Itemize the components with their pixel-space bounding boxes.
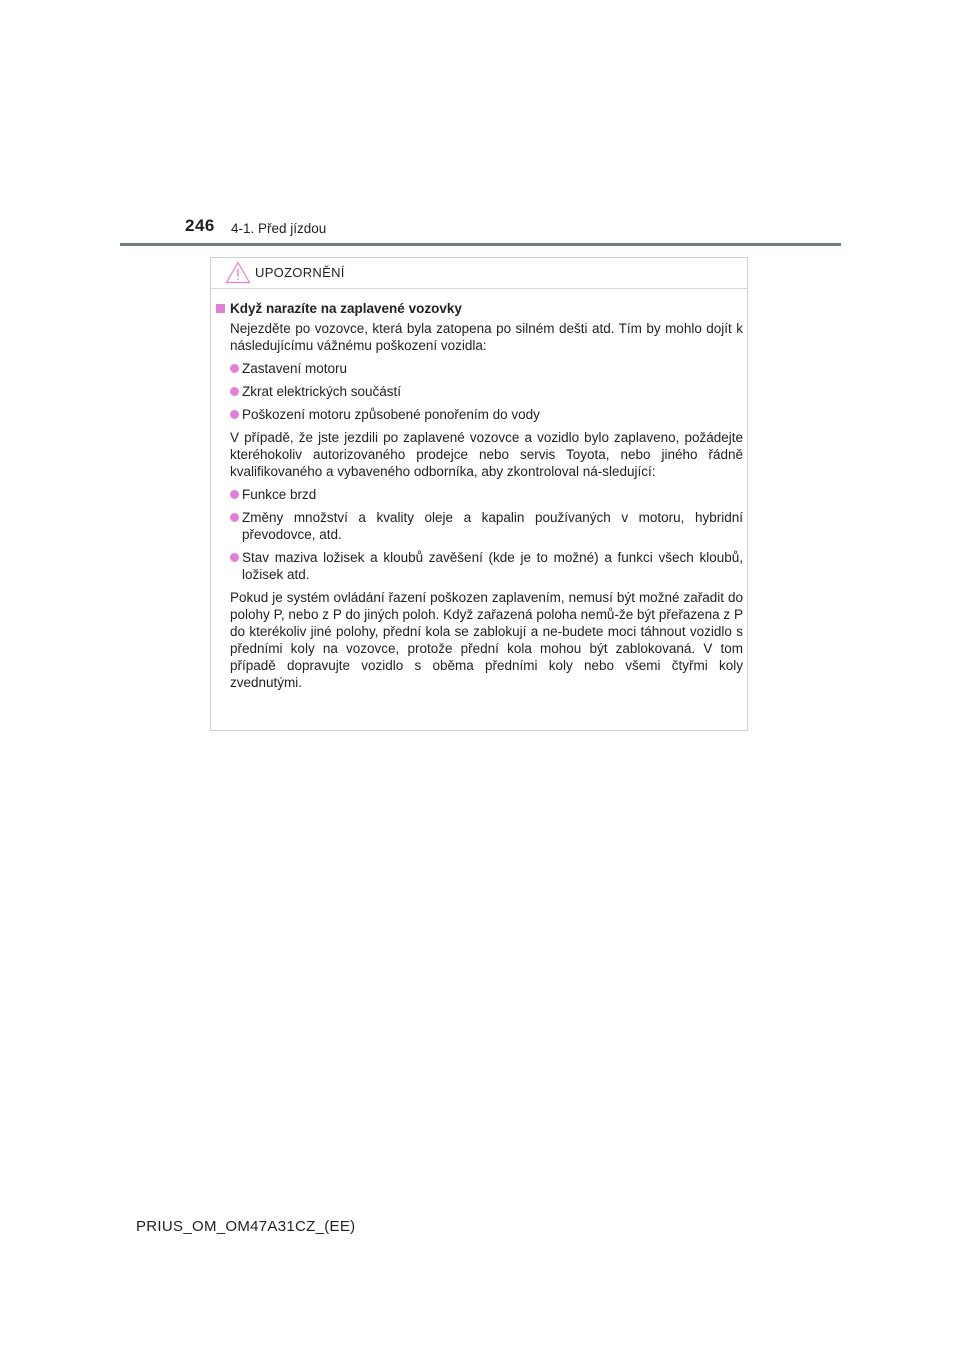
warning-title: UPOZORNĚNÍ: [255, 265, 345, 280]
list-item: [230, 383, 743, 400]
list-item-text: Poškození motoru způsobené ponořením do vody: [242, 407, 540, 422]
page-number: 246: [185, 216, 215, 235]
square-bullet-icon: [216, 304, 225, 313]
circle-bullet-icon: [230, 553, 239, 562]
list-item-text: Stav maziva ložisek a kloubů zavěšení (kde je to možné) a funkci všech kloubů, ložisek atd.: [242, 550, 743, 582]
circle-bullet-icon: [230, 410, 239, 419]
circle-bullet-icon: [230, 490, 239, 499]
check-intro-paragraph: V případě, že jste jezdili po zaplavené vozovce a vozidlo bylo zaplaveno, požádejte kteréhokoliv autorizovaného prodejce nebo servis Toyota, nebo jiného řádně kvalifikovaného a vybaveného odborníka, aby zkontroloval ná-sledující:: [230, 430, 743, 479]
warning-body: [216, 300, 743, 691]
list-item: [230, 486, 743, 503]
warning-heading-text: Když narazíte na zaplavené vozovky: [230, 301, 462, 316]
list-item: [230, 360, 743, 377]
circle-bullet-icon: [230, 513, 239, 522]
footer-document-code: PRIUS_OM_OM47A31CZ_(EE): [136, 1218, 356, 1235]
header-rule: [120, 243, 841, 246]
warning-triangle-icon: [225, 261, 251, 284]
warning-header: [211, 258, 747, 289]
circle-bullet-icon: [230, 364, 239, 373]
closing-paragraph: Pokud je systém ovládání řazení poškozen zaplavením, nemusí být možné zařadit do polohy P, nebo z P do jiných poloh. Když zařazená poloha nemů-že být přeřazena z P do kterékoliv jiné polohy, přední kola se zablokují a ne-budete moci táhnout vozidlo s předními koly na vozovce, protože přední kola mohou být zablokovaná. V tom případě dopravujte vozidlo s oběma předními koly nebo všemi čtyřmi koly zvednutými.: [230, 590, 743, 690]
warning-box: [210, 257, 748, 731]
list-item-text: Zkrat elektrických součástí: [242, 384, 402, 399]
list-item-text: Zastavení motoru: [242, 361, 348, 376]
intro-paragraph: Nejezděte po vozovce, která byla zatopena po silném dešti atd. Tím by mohlo dojít k následujícímu vážnému poškození vozidla:: [230, 321, 743, 353]
list-item: [230, 406, 743, 423]
section-title: 4-1. Před jízdou: [231, 221, 327, 236]
list-item-text: Funkce brzd: [242, 487, 317, 502]
list-item-text: Změny množství a kvality oleje a kapalin používaných v motoru, hybridní převodovce, atd.: [242, 510, 743, 542]
warning-heading: [216, 300, 743, 317]
circle-bullet-icon: [230, 387, 239, 396]
list-item: [230, 549, 743, 583]
list-item: [230, 509, 743, 543]
